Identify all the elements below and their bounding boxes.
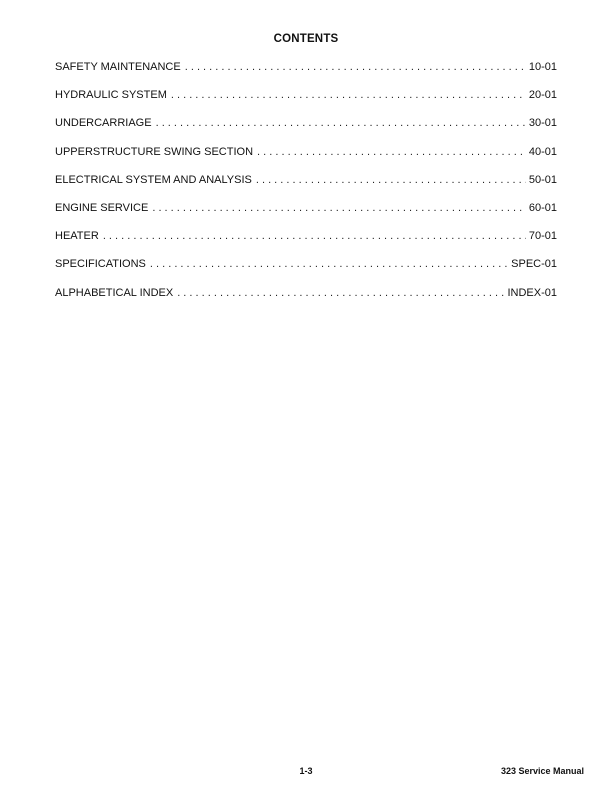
toc-entry-page: 10-01 [528,61,557,73]
toc-entry-undercarriage[interactable] [55,117,557,145]
toc-entry-heater[interactable] [55,230,557,258]
toc-entry-page: 20-01 [528,89,557,102]
toc-dot-leader [171,89,526,101]
toc-entry-safety-maintenance[interactable] [55,61,557,89]
toc-entry-page: 60-01 [528,201,557,214]
toc-entry-page: 40-01 [528,145,557,158]
toc-entry-page: 70-01 [528,230,557,243]
toc-entry-engine-service[interactable] [55,202,557,230]
toc-entry-label: UNDERCARRIAGE [55,117,152,130]
footer-page-number: 1-3 [299,766,313,776]
toc-entry-label: HEATER [55,230,99,243]
toc-entry-hydraulic-system[interactable] [55,89,557,117]
toc-entry-page: 30-01 [528,117,557,130]
toc-dot-leader [257,146,526,158]
toc-dot-leader [256,174,526,186]
toc-entry-page: 50-01 [528,173,557,186]
toc-entry-label: UPPERSTRUCTURE SWING SECTION [55,145,254,158]
toc-dot-leader [177,287,504,299]
table-of-contents [55,61,557,315]
toc-entry-upperstructure-swing-section[interactable] [55,146,557,174]
toc-dot-leader [152,202,526,214]
toc-entry-label: SPECIFICATIONS [55,258,146,271]
toc-entry-label: HYDRAULIC SYSTEM [55,89,167,102]
footer-manual-title: 323 Service Manual [500,766,584,776]
toc-entry-page: SPEC-01 [511,258,557,271]
toc-entry-label: ALPHABETICAL INDEX [55,286,174,299]
page-title: CONTENTS [273,33,339,45]
toc-entry-label: SAFETY MAINTENANCE [55,61,181,73]
toc-entry-label: ENGINE SERVICE [55,201,149,214]
toc-entry-specifications[interactable] [55,258,557,286]
toc-dot-leader [150,258,508,270]
toc-entry-page: INDEX-01 [507,286,557,299]
toc-entry-electrical-system[interactable] [55,174,557,202]
toc-entry-label: ELECTRICAL SYSTEM AND ANALYSIS [55,173,252,186]
toc-dot-leader [185,61,526,73]
toc-dot-leader [103,230,526,242]
toc-dot-leader [156,117,526,129]
toc-entry-alphabetical-index[interactable] [55,287,557,315]
